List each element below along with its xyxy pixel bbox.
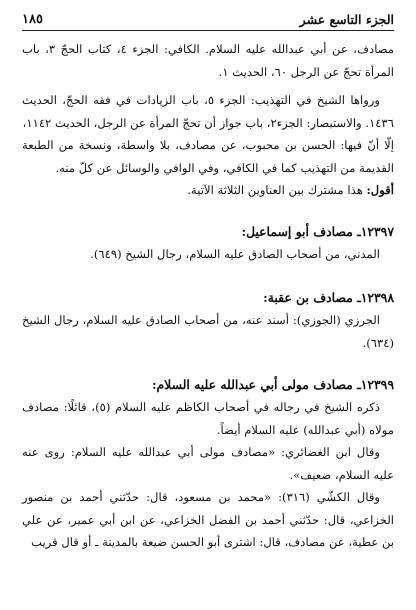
intro-paragraph: ورواها الشيخ في التهذيب: الجزء ٥، باب الزيادات في فقه الحجّ، الحديث ١٤٣٦. والاستبصار: الجزء٢، باب جواز أن تحجّ المرأة عن الرجل، الحديث ١١٤٢، [22,93,394,130]
entry-paragraph: المدني، من أصحاب الصادق عليه السلام، رجال الشيخ (٦٤٩). [90,246,380,261]
entry-paragraph: ذكره الشيخ في رجاله في أصحاب الكاظم عليه السلام (٥)، قائلًا: مصادف مولاه (أبي عبدالله) عليه السلام أيضاً. [22,400,394,437]
note-label: أقول: [366,183,394,197]
page-header [22,8,394,31]
note-text: هذا مشترك بين العناوين الثلاثة الآتية. [187,183,367,197]
intro-paragraph: مصادف، عن أبي عبدالله عليه السلام. الكافي: الجزء ٤، كتاب الحجّ ٣، باب المرأة تحجّ عن الرجل ٦٠، الحديث ١. [22,42,394,79]
intro-paragraph: إلّا أنّ فيها: الحسن بن محبوب، عن مصادف، بلا واسطة، ونسخة من الطبعة القديمة من التهذيب كما في الكافي، وفي الوافي والوسائل عن كلّ منه. [22,138,394,175]
entry-title: ١٢٣٩٩ـ مصادف مولى أبي عبدالله عليه السلام: [151,377,394,392]
page-number: ١٨٥ [22,11,43,27]
page-body [22,38,394,554]
entry-paragraph: وقال ابن الغضائري: «مصادف مولى أبي عبدالله عليه السلام: روى عنه عليه السلام، ضعيف». [22,445,394,482]
entry-paragraph: وقال الكشّي (٣١٦): «محمد بن مسعود، قال: حدّثني أحمد بن منصور الخزاعي، قال: حدّثني أحمد بن الفضل الخزاعي، عن ابن أبي عمير، عن علي بن عطية، عن مصادف، قال: اشترى أبو الحسن ضيعة بالمدينة ـ أو قال قريب [22,490,394,549]
entry-title: ١٢٣٩٨ـ مصادف بن عقبة: [263,290,394,305]
entry-title: ١٢٣٩٧ـ مصادف أبو إسماعيل: [241,223,394,239]
entry-paragraph: الجرزي (الجوزي): أسند عنه، من أصحاب الصادق عليه السلام، رجال الشيخ (٦٣٤). [22,313,394,350]
note-paragraph [22,179,394,202]
running-title: الجزء التاسع عشر [299,11,394,27]
